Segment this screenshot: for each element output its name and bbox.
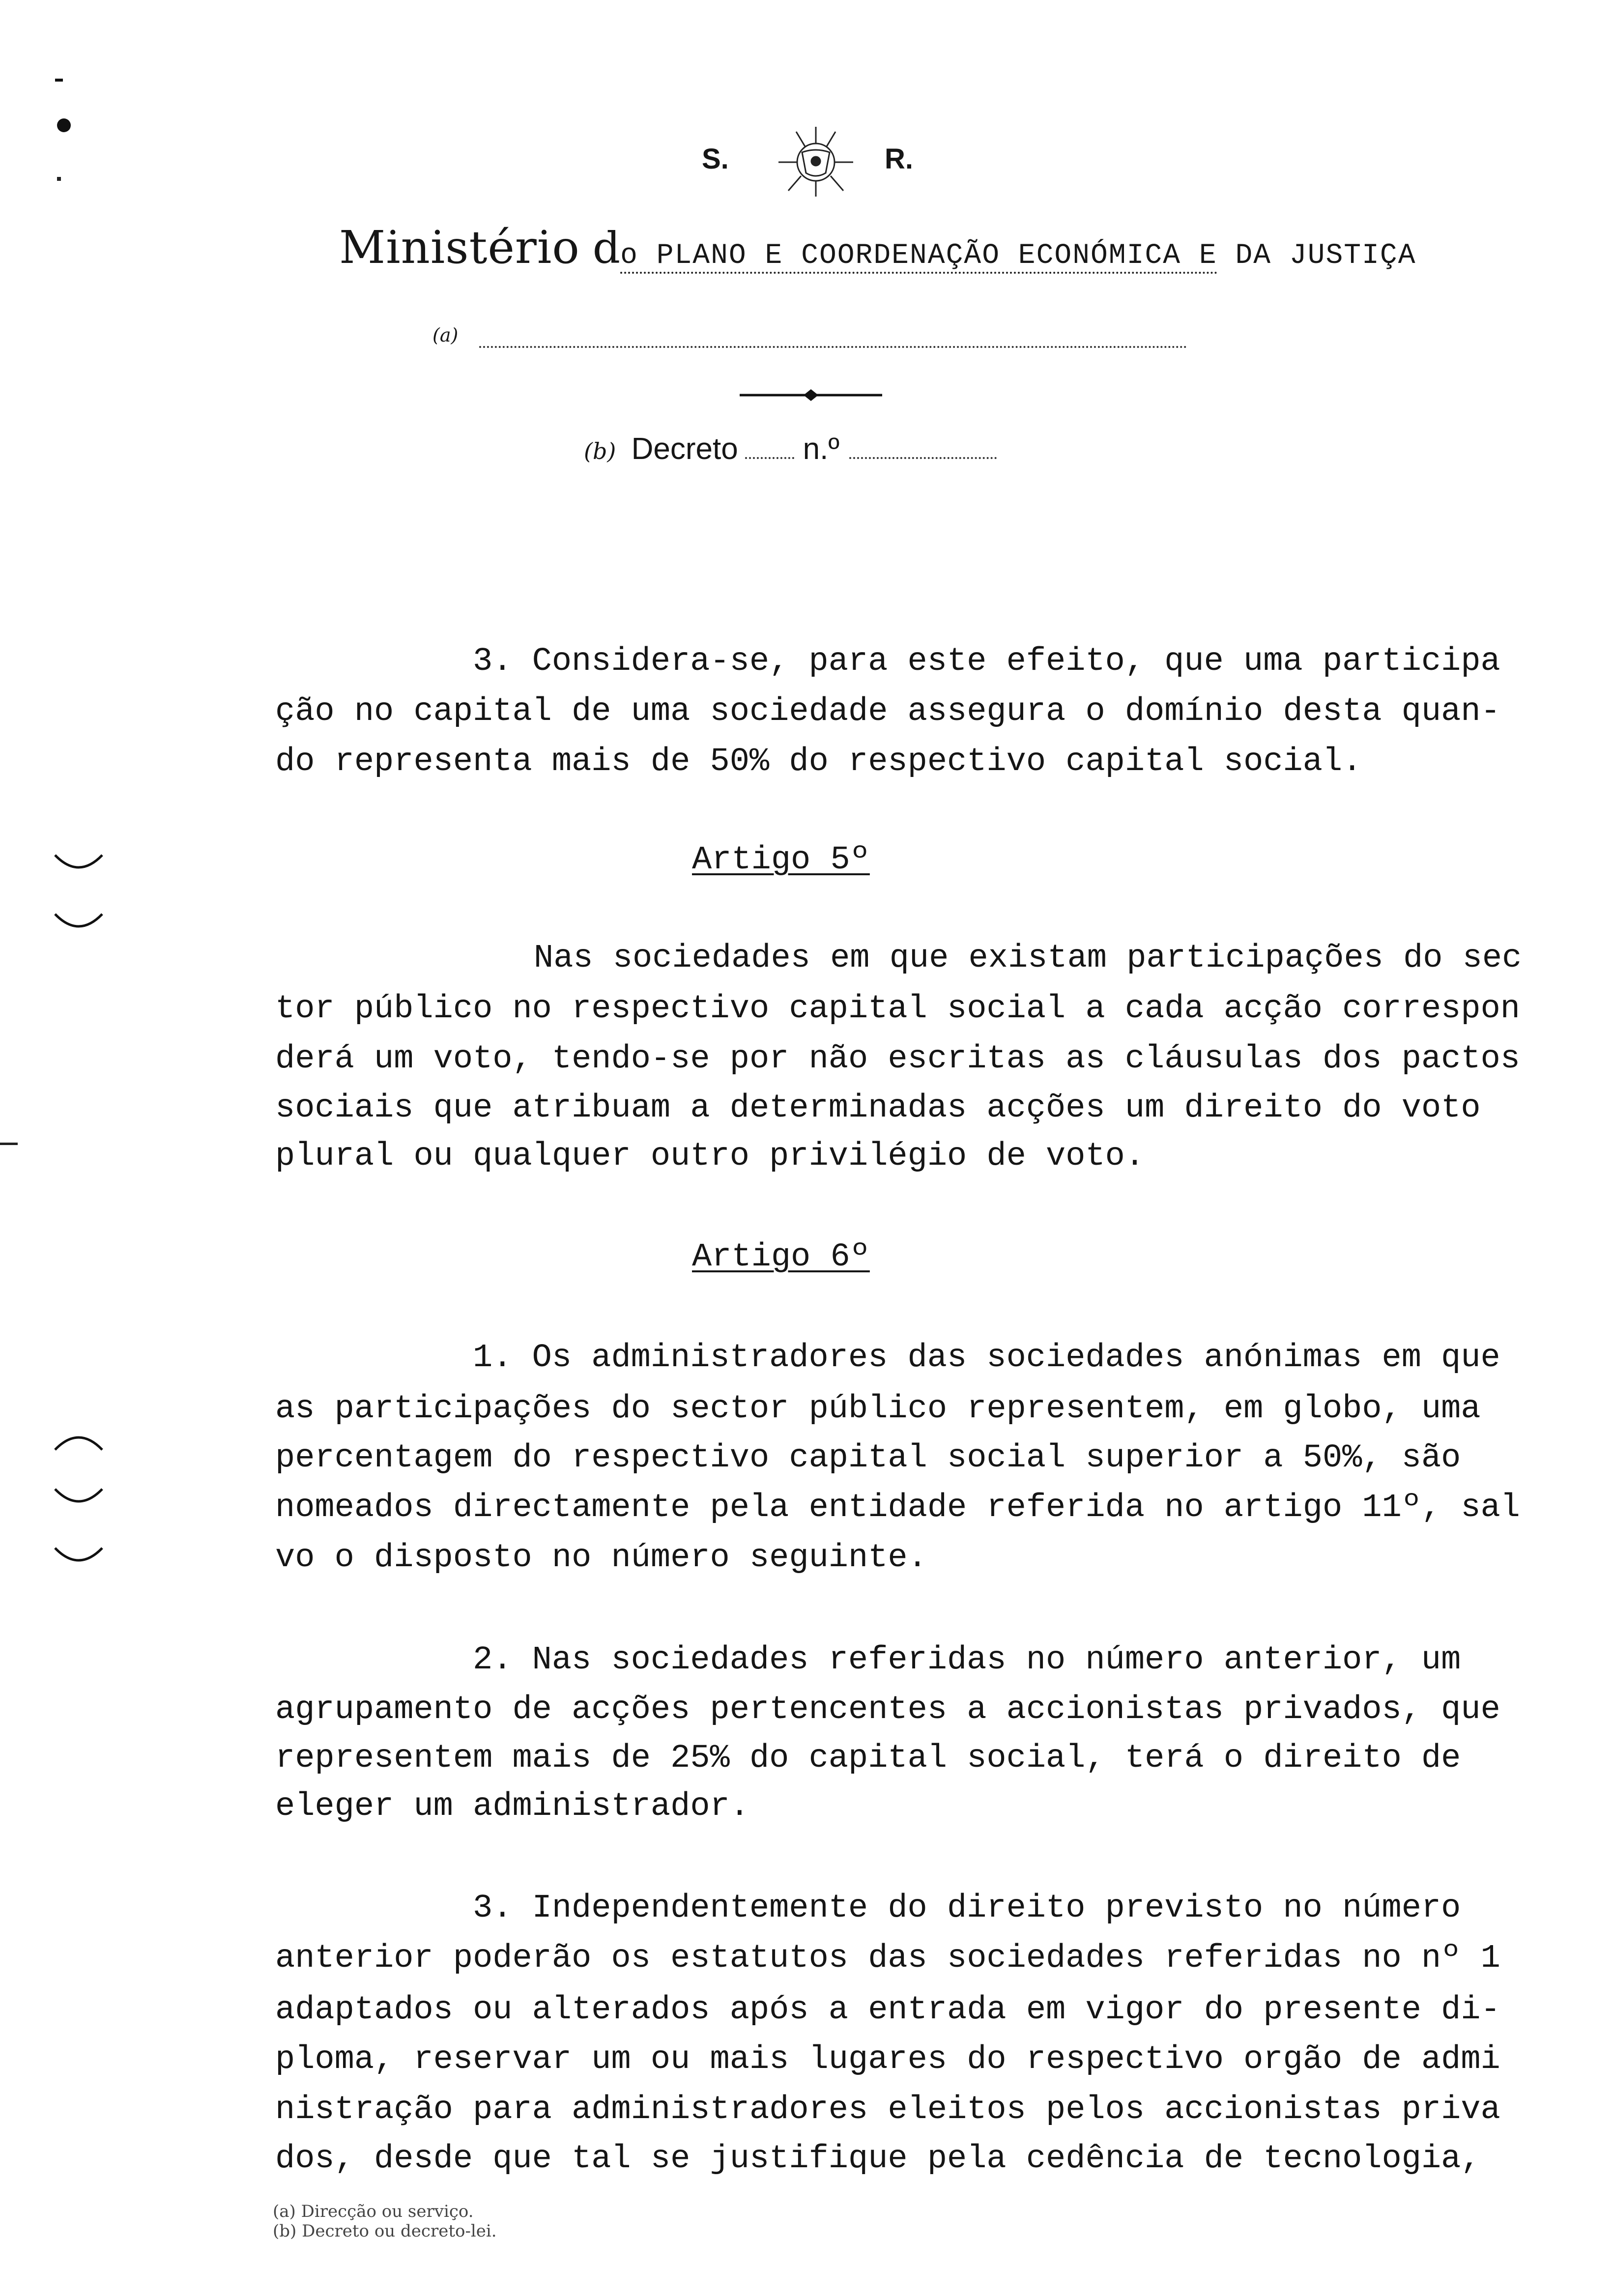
footnote-a: (a) Direcção ou serviço. [273, 2202, 474, 2221]
text-line: 2. Nas sociedades referidas no número anterior, um [473, 1641, 1461, 1679]
decree-line [584, 431, 997, 466]
text-line: anterior poderão os estatutos das sociedades referidas no nº 1 [275, 1940, 1500, 1977]
text-line: dos, desde que tal se justifique pela cedência de tecnologia, [275, 2140, 1481, 2178]
footnote-b: (b) Decreto ou decreto-lei. [273, 2221, 497, 2241]
coat-of-arms-seal [767, 118, 865, 201]
text-line: nomeados directamente pela entidade referida no artigo 11º, sal [275, 1489, 1521, 1526]
field-a-blank [479, 346, 1187, 348]
letter-r: R. [885, 143, 913, 175]
heading-artigo-6: Artigo 6º [692, 1238, 870, 1276]
decree-number-blank [849, 457, 997, 459]
text-line: 3. Considera-se, para este efeito, que uma participa [473, 643, 1500, 680]
text-line: ção no capital de uma sociedade assegura o domínio desta quan- [275, 693, 1500, 730]
text-line: Nas sociedades em que existam participações do sec [534, 940, 1522, 977]
ministry-name-underlined: o PLANO E COORDENAÇÃO ECONÓMICA E [620, 240, 1217, 274]
text-line: 1. Os administradores das sociedades anónimas em que [473, 1339, 1500, 1377]
text-line: ploma, reservar um ou mais lugares do respectivo orgão de admi [275, 2041, 1500, 2078]
text-line: percentagem do respectivo capital social superior a 50%, são [275, 1439, 1461, 1477]
text-line: eleger um administrador. [275, 1788, 749, 1825]
decree-label: Decreto [631, 432, 738, 466]
text-line: agrupamento de acções pertencentes a accionistas privados, que [275, 1691, 1500, 1728]
text-line: plural ou qualquer outro privilégio de voto. [275, 1138, 1145, 1175]
heading-artigo-5: Artigo 5º [692, 841, 870, 879]
text-line: 3. Independentemente do direito previsto no número [473, 1890, 1461, 1927]
decree-type-blank [745, 457, 794, 459]
text-line: nistração para administradores eleitos pelos accionistas priva [275, 2091, 1500, 2128]
text-line: adaptados ou alterados após a entrada em vigor do presente di- [275, 1991, 1500, 2029]
text-line: representem mais de 25% do capital social, terá o direito de [275, 1740, 1461, 1777]
text-line: do representa mais de 50% do respectivo capital social. [275, 743, 1362, 780]
text-line: vo o disposto no número seguinte. [275, 1539, 927, 1577]
text-line: as participações do sector público representem, em globo, uma [275, 1390, 1481, 1428]
ministry-name-rest: DA JUSTIÇA [1217, 240, 1416, 272]
punch-hole-marks [0, 49, 128, 1573]
letter-s: S. [702, 143, 729, 175]
ministry-d: d [592, 223, 621, 273]
text-line: derá um voto, tendo-se por não escritas as cláusulas dos pactos [275, 1040, 1521, 1078]
ministry-title [339, 221, 1416, 274]
field-a-label: (a) [432, 324, 459, 346]
ministry-prefix: Ministério [339, 221, 580, 274]
text-line: tor público no respectivo capital social a cada acção correspon [275, 990, 1521, 1028]
text-line: sociais que atribuam a determinadas acções um direito do voto [275, 1090, 1481, 1127]
decree-number-label: n.º [803, 432, 840, 466]
divider-ornament [740, 389, 882, 401]
decree-b-label: (b) [584, 438, 616, 464]
